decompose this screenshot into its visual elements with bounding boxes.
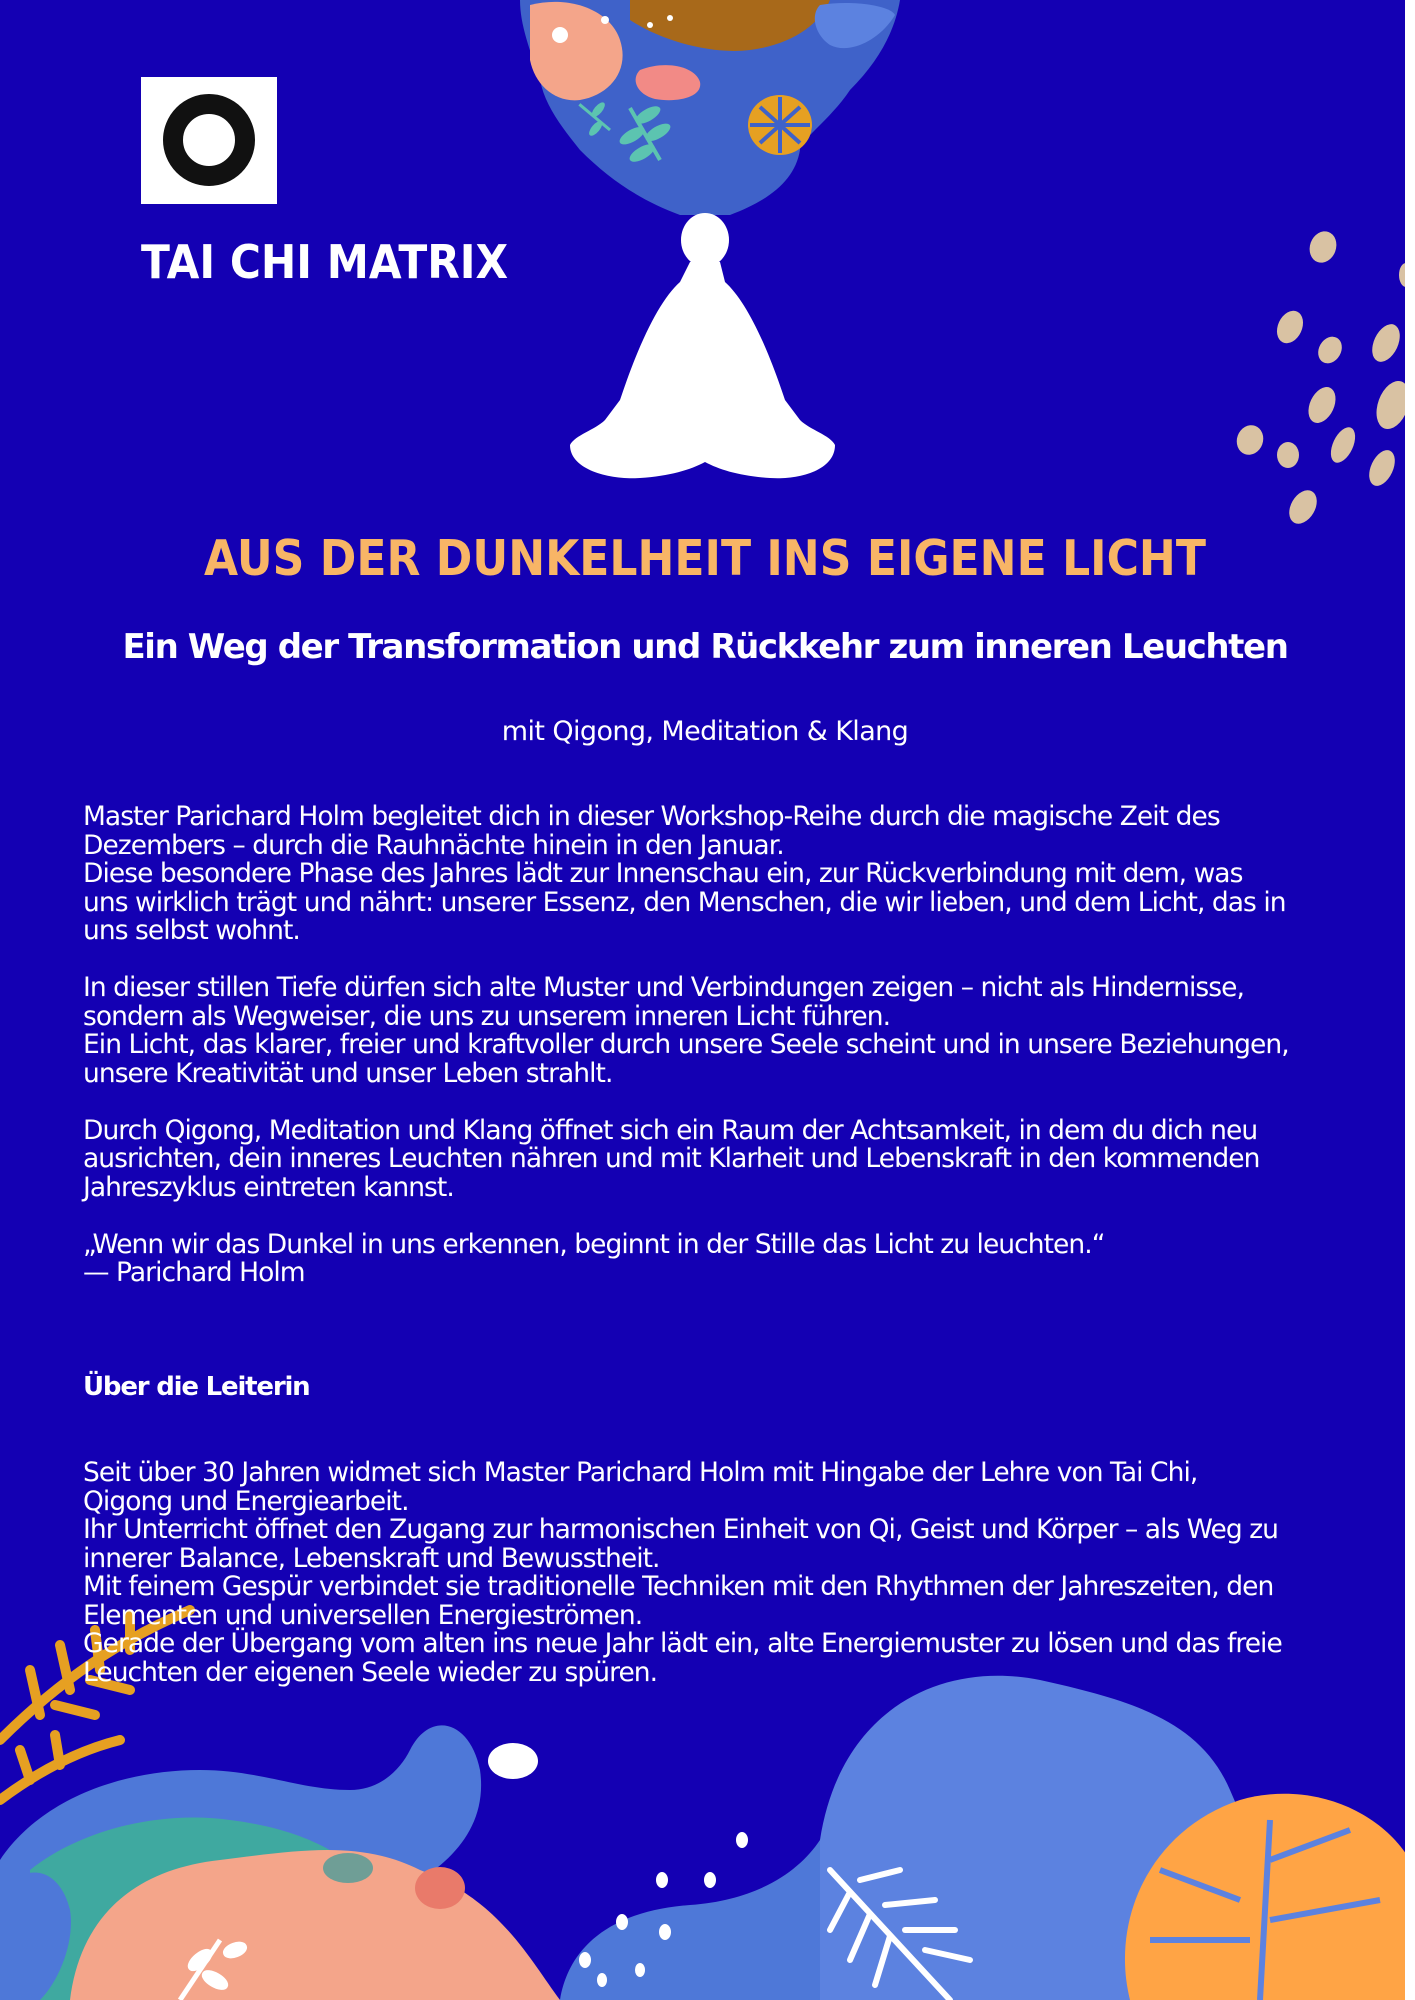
quote: [83, 1228, 1353, 1288]
text-line: innerer Balance, Lebenskraft und Bewusstheit.: [83, 1542, 660, 1574]
text-line: Mit feinem Gespür verbindet sie traditionelle Techniken mit den Rhythmen der Jahreszeiten, den: [83, 1571, 1274, 1602]
text-line: In dieser stillen Tiefe dürfen sich alte Muster und Verbindungen zeigen – nicht als Hindernisse,: [83, 972, 1244, 1003]
about-title: Über die Leiterin: [83, 1372, 310, 1402]
intro-paragraph: [83, 1114, 1353, 1203]
text-line: Ein Licht, das klarer, freier und kraftvoller durch unsere Seele scheint und in unsere Beziehungen,: [83, 1029, 1289, 1060]
text-line: Master Parichard Holm begleitet dich in dieser Workshop-Reihe durch die magische Zeit des: [83, 801, 1220, 832]
text-line: Dezembers – durch die Rauhnächte hinein in den Januar.: [83, 829, 784, 861]
tagline: mit Qigong, Meditation & Klang: [501, 716, 909, 747]
text-line: Qigong und Energiearbeit.: [83, 1485, 409, 1517]
brand-name: TAI CHI MATRIX: [141, 235, 509, 289]
page-edge: [1405, 0, 1410, 2000]
monstera-leaf-icon: [748, 95, 812, 155]
quote-text: „Wenn wir das Dunkel in uns erkennen, beginnt in der Stille das Licht zu leuchten.“: [83, 1228, 1105, 1260]
about-text: [83, 1459, 1373, 1687]
quote-author: — Parichard Holm: [83, 1257, 305, 1288]
logo: [141, 77, 277, 204]
decorative-dots: [1210, 225, 1410, 530]
text-line: Gerade der Übergang vom alten ins neue Jahr lädt ein, alte Energiemuster zu lösen und das freie: [83, 1628, 1282, 1659]
intro-paragraph: [83, 803, 1353, 946]
text-line: uns wirklich trägt und nährt: unserer Essenz, den Menschen, die wir lieben, und dem Licht, das in: [83, 886, 1286, 918]
text-line: Elementen und universellen Energieströmen.: [83, 1599, 643, 1631]
text-line: Durch Qigong, Meditation und Klang öffnet sich ein Raum der Achtsamkeit, in dem du dich neu: [83, 1114, 1258, 1146]
text-line: Leuchten der eigenen Seele wieder zu spüren.: [83, 1656, 658, 1688]
text-line: Ihr Unterricht öffnet den Zugang zur harmonischen Einheit von Qi, Geist und Körper – als Weg zu: [83, 1514, 1279, 1545]
intro-text: [83, 803, 1353, 1316]
text-line: Diese besondere Phase des Jahres lädt zur Innenschau ein, zur Rückverbindung mit dem, was: [83, 858, 1243, 889]
text-line: uns selbst wohnt.: [83, 915, 300, 946]
text-line: sondern als Wegweiser, die uns zu unserem inneren Licht führen.: [83, 1000, 891, 1032]
subheadline: Ein Weg der Transformation und Rückkehr zum inneren Leuchten: [122, 627, 1288, 667]
meditating-figure-icon: [570, 213, 835, 478]
text-line: Jahreszyklus eintreten kannst.: [83, 1171, 454, 1203]
meditation-illustration: [500, 0, 920, 490]
text-line: unsere Kreativität und unser Leben strahlt.: [83, 1057, 613, 1089]
headline: AUS DER DUNKELHEIT INS EIGENE LICHT: [204, 530, 1206, 587]
enso-circle-icon: [154, 88, 264, 193]
text-line: Seit über 30 Jahren widmet sich Master Parichard Holm mit Hingabe der Lehre von Tai Chi,: [83, 1457, 1198, 1488]
intro-paragraph: [83, 974, 1353, 1088]
about-paragraph: [83, 1459, 1373, 1687]
text-line: ausrichten, dein inneres Leuchten nähren und mit Klarheit und Lebenskraft in den kommenden: [83, 1143, 1260, 1174]
